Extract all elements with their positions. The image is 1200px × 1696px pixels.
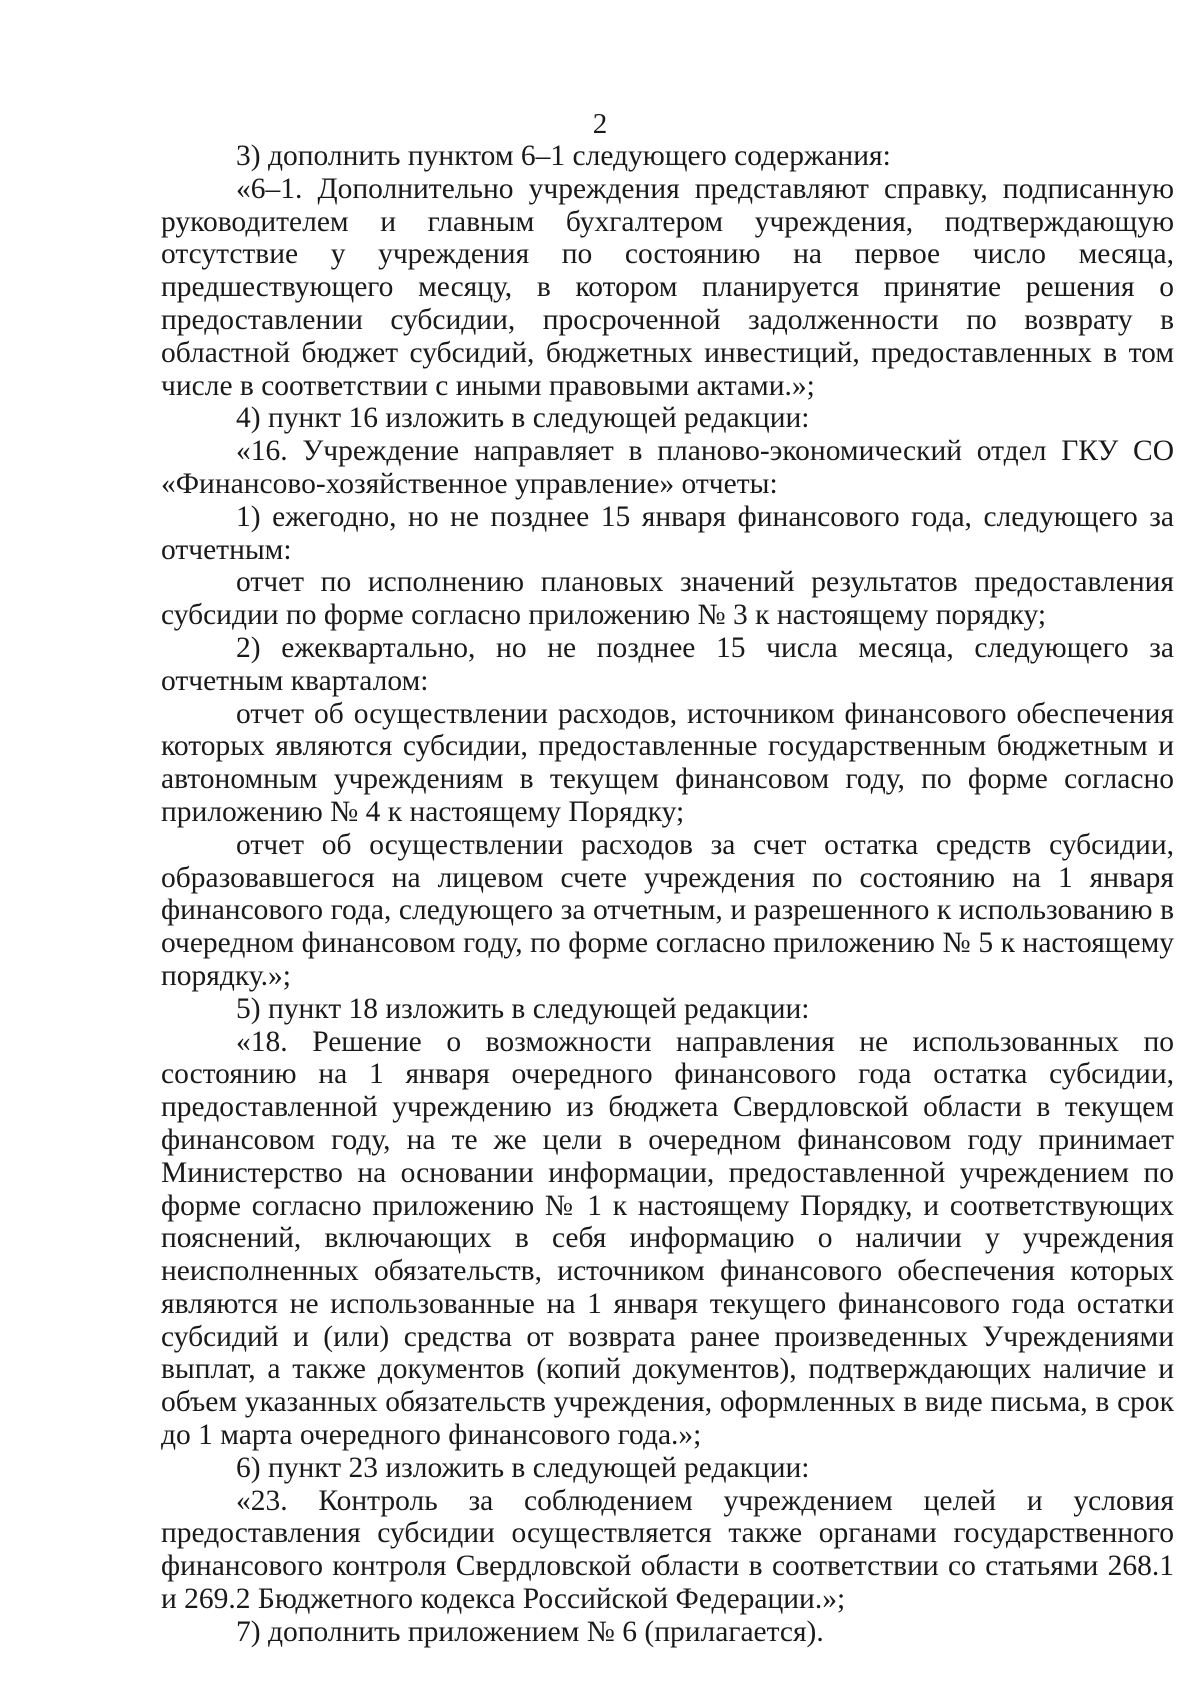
paragraph-6-1-text: «6–1. Дополнительно учреждения представляют справку, подписанную руководителем и главным бухгалтером учреждения, подтверждающую отсутствие у учреждения по состоянию на первое число месяца, предшествующего месяцу, в котором планируется принятие решения о предоставлении субсидии, просроченной задолженности по возврату в областной бюджет субсидий, бюджетных инвестиций, предоставленных в том числе в соответствии с иными правовыми актами.»; — [161, 172, 1174, 402]
paragraph-16-report-quarterly: отчет об осуществлении расходов, источником финансового обеспечения которых являются субсидии, предоставленные государственным бюджетным и автономным учреждениям в текущем финансовом году, по форме согласно приложению № 4 к настоящему Порядку; — [161, 697, 1174, 828]
paragraph-16-sub-1: 1) ежегодно, но не позднее 15 января финансового года, следующего за отчетным: — [161, 500, 1174, 566]
paragraph-item-5: 5) пункт 18 изложить в следующей редакции: — [236, 992, 810, 1025]
paragraph-16-report-annual: отчет по исполнению плановых значений результатов предоставления субсидии по форме согласно приложению № 3 к настоящему порядку; — [161, 566, 1174, 632]
paragraph-item-4: 4) пункт 16 изложить в следующей редакции: — [236, 402, 810, 435]
paragraph-16-sub-2: 2) ежеквартально, но не позднее 15 числа месяца, следующего за отчетным кварталом: — [161, 631, 1174, 697]
paragraph-item-7: 7) дополнить приложением № 6 (прилагается). — [236, 1615, 824, 1648]
document-body — [161, 140, 1174, 1649]
paragraph-16-intro: «16. Учреждение направляет в планово-экономический отдел ГКУ СО «Финансово-хозяйственное управление» отчеты: — [161, 435, 1174, 500]
paragraph-16-report-balance: отчет об осуществлении расходов за счет остатка средств субсидии, образовавшегося на лицевом счете учреждения по состоянию на 1 января финансового года, следующего за отчетным, и разрешенного к использованию в очередном финансовом году, по форме согласно приложению № 5 к настоящему порядку.»; — [161, 828, 1174, 992]
paragraph-18-text: «18. Решение о возможности направления не использованных по состоянию на 1 января очередного финансового года остатка субсидии, предоставленной учреждению из бюджета Свердловской области в текущем финансовом году, на те же цели в очередном финансовом году принимает Министерство на основании информации, предоставленной учреждением по форме согласно приложению № 1 к настоящему Порядку, и соответствующих пояснений, включающих в себя информацию о наличии у учреждения неисполненных обязательств, источником финансового обеспечения которых являются не использованные на 1 января текущего финансового года остатки субсидий и (или) средства от возврата ранее произведенных Учреждениями выплат, а также документов (копий документов), подтверждающих наличие и объем указанных обязательств учреждения, оформленных в виде письма, в срок до 1 марта очередного финансового года.»; — [161, 1025, 1174, 1452]
paragraph-23-text: «23. Контроль за соблюдением учреждением целей и условия предоставления субсидии осуществляется также органами государственного финансового контроля Свердловской области в соответствии со статьями 268.1 и 269.2 Бюджетного кодекса Российской Федерации.»; — [161, 1484, 1174, 1616]
paragraph-item-3: 3) дополнить пунктом 6–1 следующего содержания: — [236, 140, 891, 172]
paragraph-item-6: 6) пункт 23 изложить в следующей редакции: — [236, 1451, 810, 1484]
page-number: 2 — [592, 108, 608, 140]
